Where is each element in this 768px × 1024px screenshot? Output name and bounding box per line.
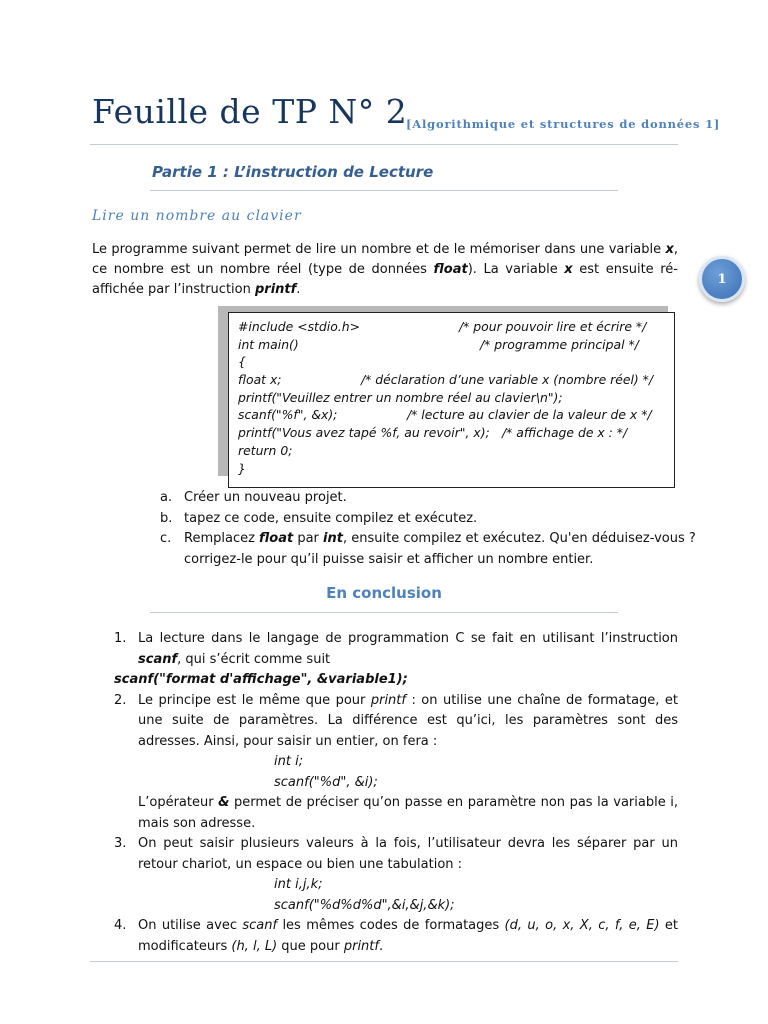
code-example: scanf("%d", &i); <box>274 774 378 790</box>
list-item: 3. On peut saisir plusieurs valeurs à la fois, l’utilisateur devra les séparer par un retour chariot, un espace ou bien une tabulation : int i,j,k; scanf("%d%d%d",&i,&j,&k); <box>114 834 678 916</box>
code-line: { <box>238 354 246 370</box>
page-number-badge: 1 <box>699 256 745 302</box>
steps-list <box>160 488 696 570</box>
code-line: } <box>238 460 246 476</box>
list-item: b. tapez ce code, ensuite compilez et exécutez. <box>160 510 478 526</box>
list-item: c. Remplacez float par int, ensuite compilez et exécutez. Qu'en déduisez-vous ? corrigez-le pour qu’il puisse saisir et afficher un nombre entier. <box>160 531 696 567</box>
code-example: scanf("format d'affichage", &variable1); <box>114 672 408 687</box>
conclusion-divider <box>150 612 618 613</box>
intro-paragraph: Le programme suivant permet de lire un nombre et de le mémoriser dans une variable x, ce nombre est un nombre réel (type de données float). La variable x est ensuite ré-affichée par l’instruction printf. <box>92 242 678 297</box>
list-item: 2. Le principe est le même que pour printf : on utilise une chaîne de formatage, et une suite de paramètres. La différence est qu’ici, les paramètres sont des adresses. Ainsi, pour saisir un entier, on fera : int i; scanf("%d", &i); L’opérateur & permet de préciser qu’on passe en paramètre non pas la variable i, mais son adresse. <box>114 692 679 831</box>
code-line: int main() /* programme principal */ <box>238 336 639 352</box>
part-title: Partie 1 : L’instruction de Lecture <box>152 163 434 181</box>
var-x: x <box>665 242 674 257</box>
section-title: Lire un nombre au clavier <box>92 208 302 224</box>
list-item: 4. On utilise avec scanf les mêmes codes de formatages (d, u, o, x, X, c, f, e, E) et modificateurs (h, l, L) que pour printf. <box>114 918 679 954</box>
code-example: int i,j,k; <box>274 877 323 892</box>
code-example: scanf("%d%d%d",&i,&j,&k); <box>274 897 455 913</box>
course-subtitle: [Algorithmique et structures de données 1] <box>406 117 721 131</box>
code-example: int i; <box>274 754 304 769</box>
header-divider <box>90 144 678 145</box>
footer-divider <box>90 961 678 962</box>
code-line: printf("Vous avez tapé %f, au revoir", x); /* affichage de x : */ <box>238 425 628 441</box>
code-line: float x; /* déclaration d’une variable x (nombre réel) */ <box>238 372 654 388</box>
type-float: float <box>433 262 468 277</box>
code-line: printf("Veuillez entrer un nombre réel au clavier\n"); <box>238 389 563 405</box>
code-line: return 0; <box>238 442 293 458</box>
code-line: scanf("%f", &x); /* lecture au clavier de la valeur de x */ <box>238 407 652 423</box>
code-line: #include <stdio.h> /* pour pouvoir lire et écrire */ <box>238 319 647 334</box>
code-block <box>228 312 675 488</box>
list-item: a. Créer un nouveau projet. <box>160 490 347 505</box>
list-item: 1. La lecture dans le langage de programmation C se fait en utilisant l’instruction scanf, qui s’écrit comme suit scanf("format d'affichage", &variable1); <box>114 629 678 691</box>
conclusion-list <box>114 629 678 957</box>
conclusion-heading: En conclusion <box>326 584 442 602</box>
var-x: x <box>564 262 573 277</box>
page-title: Feuille de TP N° 2 <box>92 92 408 131</box>
part-divider <box>150 190 618 191</box>
printf-keyword: printf <box>254 282 297 297</box>
